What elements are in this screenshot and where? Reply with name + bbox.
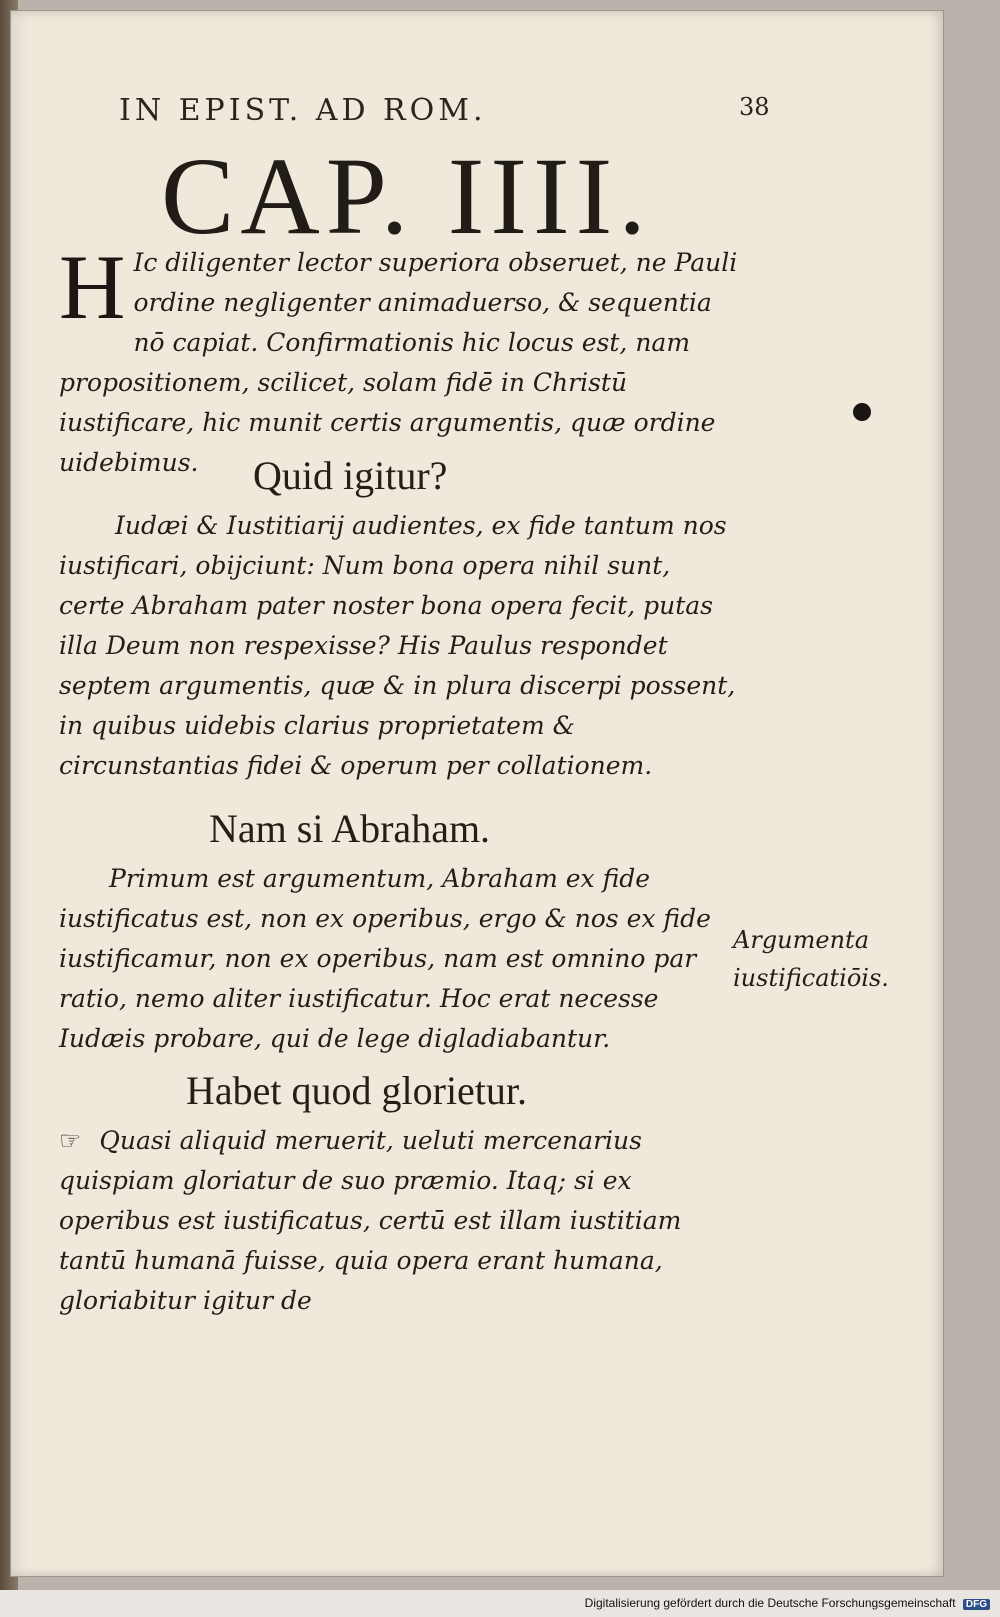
section-heading-quid-igitur: Quid igitur? (253, 453, 448, 498)
footer-credit: Digitalisierung gefördert durch die Deutsche Forschungsgemeinschaft (584, 1596, 956, 1610)
chapter-title: CAP. IIII. (161, 135, 652, 257)
drop-capital: H (59, 236, 126, 338)
running-head-title: IN EPIST. AD ROM. (119, 93, 487, 128)
paragraph-4 (59, 1121, 739, 1321)
paragraph-3: Primum est argumentum, Abraham ex fide iustificatus est, non ex operibus, ergo & nos ex fide iustificamur, non ex operibus, nam est omnino par ratio, nemo aliter iustificatur. Hoc erat necesse Iudæis probare, qui de lege digladiabantur. (59, 864, 711, 1053)
paragraph-2: Iudæi & Iustitiarij audientes, ex fide tantum nos iustificari, obijciunt: Num bona opera nihil sunt, certe Abraham pater noster bona opera fecit, putas illa Deum non respexisse? His Paulus respondet septem argumentis, quæ & in plura discerpi possent, in quibus uidebis clarius proprietatem & circunstantias fidei & operum per collationem. (59, 511, 736, 780)
marginal-note: Argumenta iustificatiōis. (733, 926, 889, 992)
paragraph-1-text: Ic diligenter lector superiora obseruet, ne Pauli ordine negligenter animaduerso, & sequentia nō capiat. Confirmationis hic locus est, nam propositionem, scilicet, solam fidē in Christū iustificare, hic munit certis argumentis, quæ ordine uidebimus. (59, 248, 738, 477)
manicule-icon: ☞ (59, 1126, 82, 1155)
book-page (10, 10, 944, 1577)
paragraph-4-text: Quasi aliquid meruerit, ueluti mercenarius quispiam gloriatur de suo præmio. Itaq; si ex operibus est iustificatus, certū est illam iustitiam tantū humanā fuisse, quia opera erant humana, gloriabitur igitur de (59, 1126, 682, 1315)
paragraph-1 (59, 236, 739, 483)
ink-blot-mark (853, 403, 871, 421)
section-heading-nam-si-abraham: Nam si Abraham. (209, 806, 491, 851)
digitization-footer (0, 1596, 990, 1610)
dfg-logo: DFG (963, 1599, 990, 1610)
running-head (119, 93, 770, 128)
folio-number: 38 (739, 93, 770, 121)
section-heading-habet-quod-glorietur: Habet quod glorietur. (186, 1068, 528, 1113)
